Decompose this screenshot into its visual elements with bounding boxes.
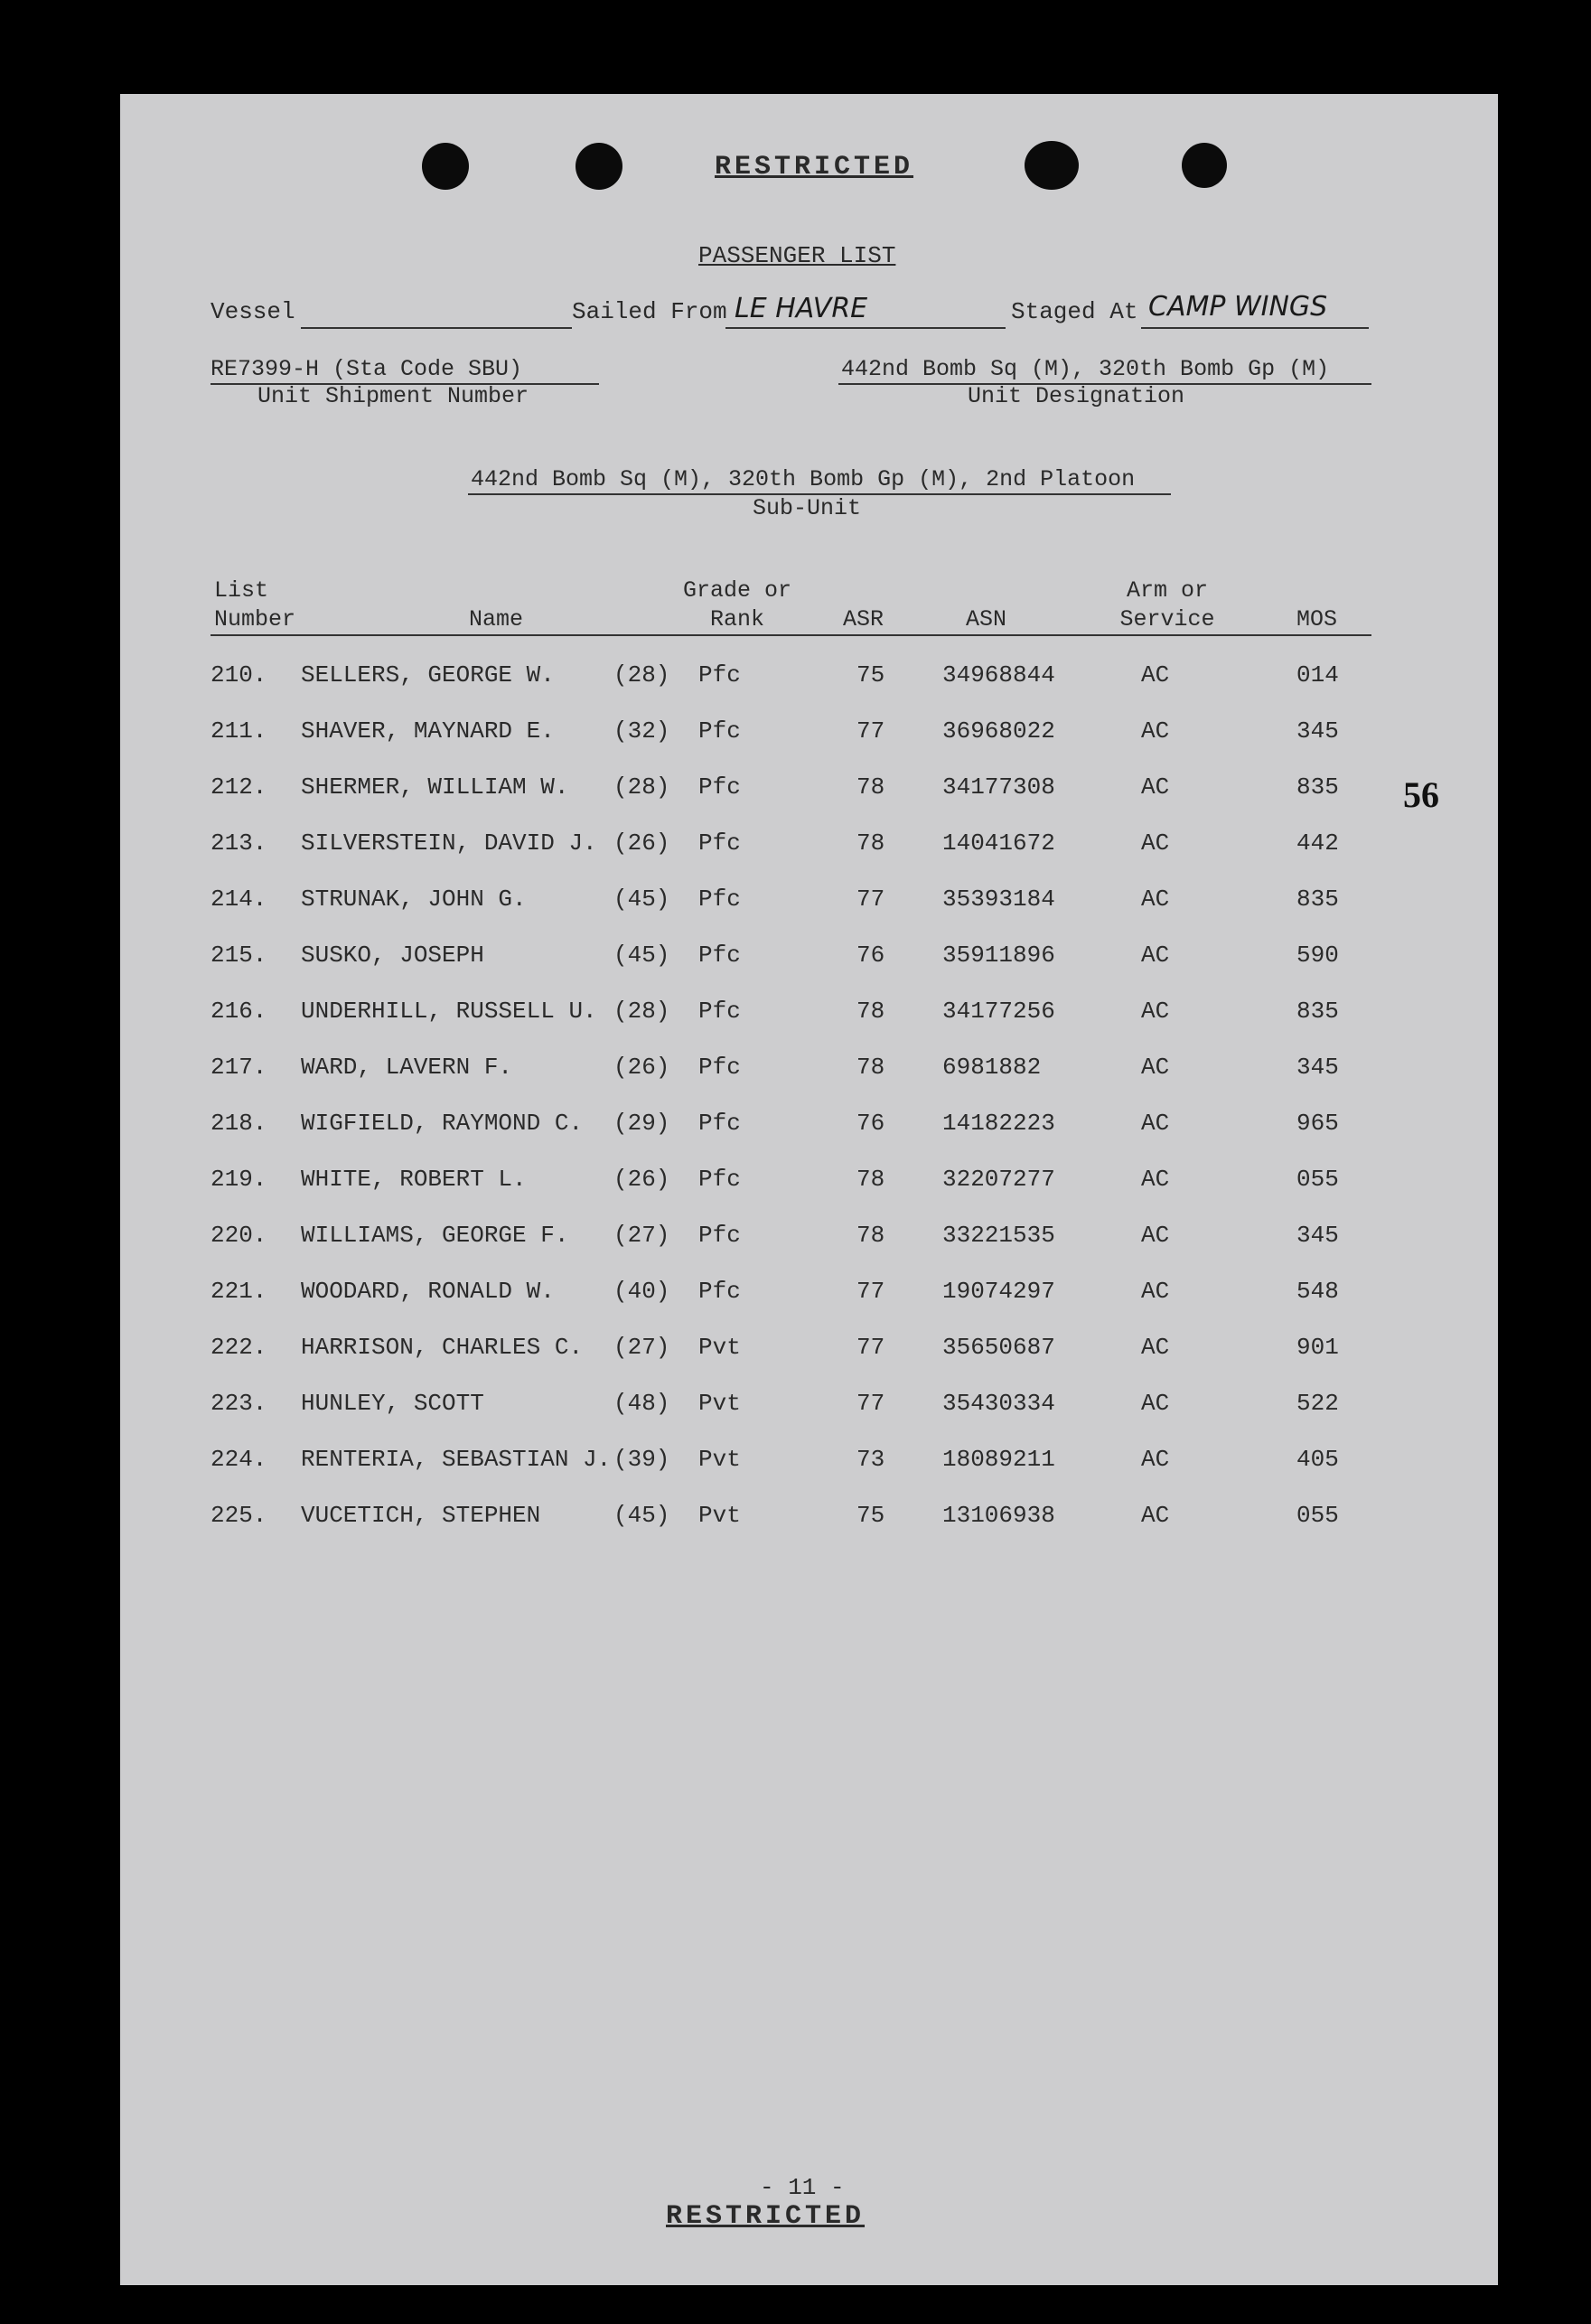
row-name: VUCETICH, STEPHEN xyxy=(301,1502,541,1529)
row-mos: 590 xyxy=(1296,942,1339,969)
row-rank: Pfc xyxy=(698,661,741,689)
row-list-number: 223. xyxy=(211,1390,267,1417)
row-asr: 78 xyxy=(856,1222,885,1249)
row-arm: AC xyxy=(1141,1166,1170,1193)
row-rank: Pfc xyxy=(698,717,741,745)
row-age: (26) xyxy=(613,1166,670,1193)
row-age: (29) xyxy=(613,1110,670,1137)
row-asr: 77 xyxy=(856,717,885,745)
row-asn: 13106938 xyxy=(942,1502,1055,1529)
row-age: (39) xyxy=(613,1446,670,1473)
row-list-number: 220. xyxy=(211,1222,267,1249)
row-mos: 965 xyxy=(1296,1110,1339,1137)
restricted-footer: RESTRICTED xyxy=(666,2201,866,2232)
row-asr: 76 xyxy=(856,942,885,969)
row-list-number: 218. xyxy=(211,1110,267,1137)
row-asn: 14041672 xyxy=(942,829,1055,857)
row-asr: 78 xyxy=(856,773,885,801)
margin-page-number: 56 xyxy=(1403,774,1439,815)
sailed-from-value: LE HAVRE xyxy=(735,293,868,324)
row-name: HARRISON, CHARLES C. xyxy=(301,1334,584,1361)
row-rank: Pfc xyxy=(698,1278,741,1305)
passenger-list-title: PASSENGER LIST xyxy=(698,242,896,269)
row-age: (26) xyxy=(613,829,670,857)
vessel-label: Vessel xyxy=(211,298,295,325)
col-header-asn: ASN xyxy=(966,606,1007,633)
row-arm: AC xyxy=(1141,1334,1170,1361)
row-asn: 35650687 xyxy=(942,1334,1055,1361)
row-asr: 73 xyxy=(856,1446,885,1473)
row-list-number: 217. xyxy=(211,1054,267,1081)
row-name: SELLERS, GEORGE W. xyxy=(301,661,555,689)
row-list-number: 214. xyxy=(211,886,267,913)
row-name: HUNLEY, SCOTT xyxy=(301,1390,484,1417)
row-list-number: 212. xyxy=(211,773,267,801)
col-header-asr: ASR xyxy=(843,606,884,633)
row-name: RENTERIA, SEBASTIAN J. xyxy=(301,1446,612,1473)
row-name: WIGFIELD, RAYMOND C. xyxy=(301,1110,584,1137)
sailed-from-label: Sailed From xyxy=(572,298,727,325)
col-header-grade: Grade or Rank xyxy=(682,577,792,633)
row-arm: AC xyxy=(1141,661,1170,689)
row-arm: AC xyxy=(1141,1390,1170,1417)
row-rank: Pfc xyxy=(698,886,741,913)
row-age: (27) xyxy=(613,1334,670,1361)
row-list-number: 225. xyxy=(211,1502,267,1529)
row-rank: Pfc xyxy=(698,829,741,857)
row-age: (28) xyxy=(613,998,670,1025)
row-mos: 835 xyxy=(1296,886,1339,913)
punch-hole xyxy=(1025,141,1079,190)
row-asr: 78 xyxy=(856,1166,885,1193)
row-age: (45) xyxy=(613,886,670,913)
row-list-number: 222. xyxy=(211,1334,267,1361)
punch-hole xyxy=(576,143,622,190)
col-header-list-number: List Number xyxy=(214,577,296,633)
restricted-header: RESTRICTED xyxy=(715,152,914,183)
row-age: (26) xyxy=(613,1054,670,1081)
row-asn: 6981882 xyxy=(942,1054,1042,1081)
row-arm: AC xyxy=(1141,717,1170,745)
row-arm: AC xyxy=(1141,829,1170,857)
page-number: - 11 - xyxy=(760,2174,845,2201)
row-name: STRUNAK, JOHN G. xyxy=(301,886,527,913)
row-asn: 32207277 xyxy=(942,1166,1055,1193)
staged-at-label: Staged At xyxy=(1011,298,1138,325)
row-asn: 18089211 xyxy=(942,1446,1055,1473)
col-header-mos: MOS xyxy=(1296,606,1338,633)
row-mos: 835 xyxy=(1296,998,1339,1025)
row-arm: AC xyxy=(1141,886,1170,913)
document-page xyxy=(120,94,1498,2285)
row-age: (32) xyxy=(613,717,670,745)
col-header-arm: Arm or Service xyxy=(1119,577,1215,633)
row-age: (28) xyxy=(613,773,670,801)
row-list-number: 210. xyxy=(211,661,267,689)
row-age: (40) xyxy=(613,1278,670,1305)
row-list-number: 221. xyxy=(211,1278,267,1305)
row-arm: AC xyxy=(1141,942,1170,969)
row-asn: 35911896 xyxy=(942,942,1055,969)
row-mos: 405 xyxy=(1296,1446,1339,1473)
sub-unit-label: Sub-Unit xyxy=(753,495,862,521)
row-age: (45) xyxy=(613,942,670,969)
row-name: UNDERHILL, RUSSELL U. xyxy=(301,998,597,1025)
row-list-number: 213. xyxy=(211,829,267,857)
row-arm: AC xyxy=(1141,1222,1170,1249)
row-list-number: 216. xyxy=(211,998,267,1025)
row-rank: Pvt xyxy=(698,1390,741,1417)
unit-designation-label: Unit Designation xyxy=(968,383,1185,409)
row-rank: Pfc xyxy=(698,773,741,801)
row-arm: AC xyxy=(1141,1054,1170,1081)
row-arm: AC xyxy=(1141,1502,1170,1529)
row-asn: 34177308 xyxy=(942,773,1055,801)
row-name: WILLIAMS, GEORGE F. xyxy=(301,1222,569,1249)
row-rank: Pfc xyxy=(698,998,741,1025)
row-name: SILVERSTEIN, DAVID J. xyxy=(301,829,597,857)
row-name: SHERMER, WILLIAM W. xyxy=(301,773,569,801)
row-asn: 14182223 xyxy=(942,1110,1055,1137)
row-rank: Pfc xyxy=(698,1110,741,1137)
row-asn: 34968844 xyxy=(942,661,1055,689)
col-header-name: Name xyxy=(469,606,524,633)
row-name: WOODARD, RONALD W. xyxy=(301,1278,555,1305)
staged-at-value: CAMP WINGS xyxy=(1148,291,1328,323)
row-asn: 35430334 xyxy=(942,1390,1055,1417)
row-asr: 75 xyxy=(856,661,885,689)
row-asr: 75 xyxy=(856,1502,885,1529)
row-asr: 77 xyxy=(856,1334,885,1361)
row-mos: 345 xyxy=(1296,1222,1339,1249)
row-arm: AC xyxy=(1141,1110,1170,1137)
row-list-number: 211. xyxy=(211,717,267,745)
row-mos: 345 xyxy=(1296,717,1339,745)
row-mos: 835 xyxy=(1296,773,1339,801)
unit-designation-value: 442nd Bomb Sq (M), 320th Bomb Gp (M) xyxy=(841,356,1330,382)
row-mos: 345 xyxy=(1296,1054,1339,1081)
row-asr: 77 xyxy=(856,886,885,913)
row-asr: 78 xyxy=(856,829,885,857)
punch-hole xyxy=(1182,143,1227,188)
row-rank: Pfc xyxy=(698,1166,741,1193)
row-rank: Pfc xyxy=(698,1054,741,1081)
row-name: WARD, LAVERN F. xyxy=(301,1054,513,1081)
row-rank: Pfc xyxy=(698,942,741,969)
row-mos: 014 xyxy=(1296,661,1339,689)
row-arm: AC xyxy=(1141,1278,1170,1305)
shipment-number-value: RE7399-H (Sta Code SBU) xyxy=(211,356,523,382)
row-asn: 33221535 xyxy=(942,1222,1055,1249)
row-name: SHAVER, MAYNARD E. xyxy=(301,717,555,745)
shipment-number-label: Unit Shipment Number xyxy=(257,383,529,409)
row-rank: Pfc xyxy=(698,1222,741,1249)
row-list-number: 224. xyxy=(211,1446,267,1473)
row-mos: 548 xyxy=(1296,1278,1339,1305)
row-arm: AC xyxy=(1141,998,1170,1025)
row-age: (27) xyxy=(613,1222,670,1249)
row-asr: 77 xyxy=(856,1390,885,1417)
row-asr: 78 xyxy=(856,1054,885,1081)
row-mos: 055 xyxy=(1296,1166,1339,1193)
row-arm: AC xyxy=(1141,1446,1170,1473)
row-list-number: 219. xyxy=(211,1166,267,1193)
row-age: (48) xyxy=(613,1390,670,1417)
row-asr: 76 xyxy=(856,1110,885,1137)
row-asn: 36968022 xyxy=(942,717,1055,745)
row-mos: 901 xyxy=(1296,1334,1339,1361)
row-arm: AC xyxy=(1141,773,1170,801)
row-rank: Pvt xyxy=(698,1446,741,1473)
row-name: WHITE, ROBERT L. xyxy=(301,1166,527,1193)
row-age: (28) xyxy=(613,661,670,689)
row-list-number: 215. xyxy=(211,942,267,969)
row-age: (45) xyxy=(613,1502,670,1529)
row-rank: Pvt xyxy=(698,1334,741,1361)
row-asn: 35393184 xyxy=(942,886,1055,913)
row-asn: 19074297 xyxy=(942,1278,1055,1305)
row-rank: Pvt xyxy=(698,1502,741,1529)
row-asn: 34177256 xyxy=(942,998,1055,1025)
row-mos: 055 xyxy=(1296,1502,1339,1529)
row-asr: 78 xyxy=(856,998,885,1025)
row-mos: 522 xyxy=(1296,1390,1339,1417)
sub-unit-value: 442nd Bomb Sq (M), 320th Bomb Gp (M), 2nd Platoon xyxy=(471,466,1136,492)
row-mos: 442 xyxy=(1296,829,1339,857)
row-name: SUSKO, JOSEPH xyxy=(301,942,484,969)
row-asr: 77 xyxy=(856,1278,885,1305)
punch-hole xyxy=(422,143,469,190)
